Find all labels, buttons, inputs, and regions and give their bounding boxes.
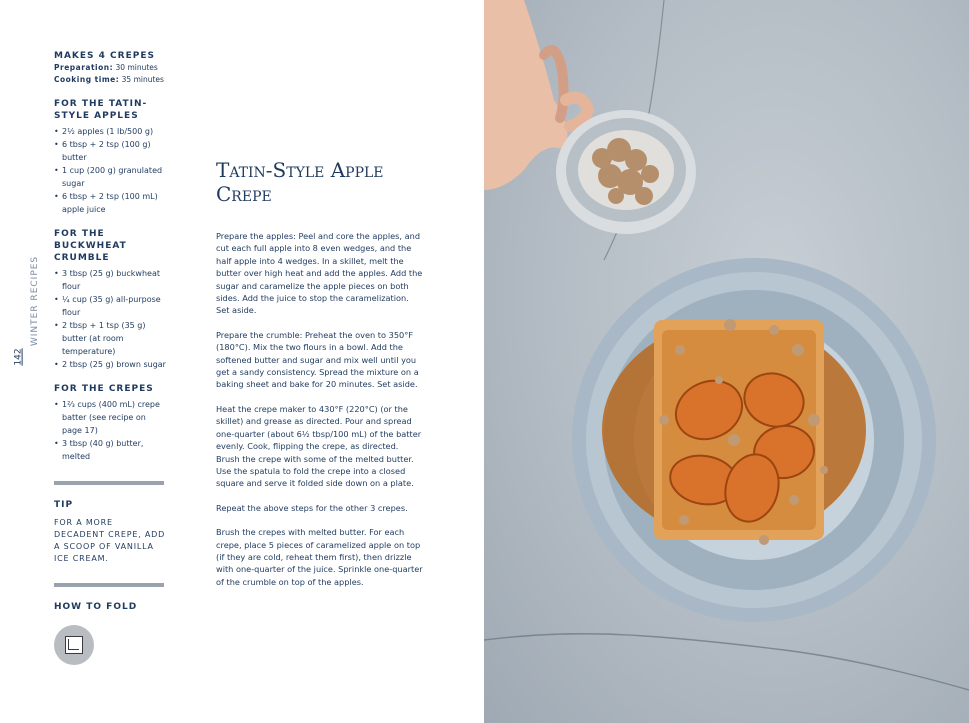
recipe-title: Tatin-Style Apple Crepe <box>216 158 384 206</box>
ingredient-group-heading: FOR THE BUCKWHEAT CRUMBLE <box>54 229 127 263</box>
page-margin <box>13 255 41 372</box>
section-divider <box>54 481 164 485</box>
method-step: Prepare the apples: Peel and core the apples, and cut each full apple into 8 even wedges, and the half apple into 4 wedges. In a skillet, melt the butter over high heat and add the apples. Add the sugar and caramelize the apple pieces on both sides. Add the juice to stop the caramelization. Set aside. <box>216 231 423 316</box>
section-divider <box>54 583 164 587</box>
method-step: Heat the crepe maker to 430°F (220°C) (or the skillet) and grease as directed. Pour and spread one-quarter (about 6½ tbsp/100 mL) of the batter evenly. Cook, flipping the crepe, as directed. Brush the crepe with some of the melted butter. Use the spatula to fold the crepe into a closed square and serve it folded side down on a plate. <box>216 403 422 489</box>
yield-heading: MAKES 4 CREPES <box>54 51 155 61</box>
preparation-time <box>54 62 166 74</box>
tip-box <box>54 499 166 565</box>
section-label: WINTER RECIPES <box>30 255 41 347</box>
ingredient-group-heading: FOR THE TATIN-STYLE APPLES <box>54 99 148 121</box>
ingredient-item: • ¼ cup (35 g) all-purpose flour <box>54 293 166 319</box>
ingredient-group <box>54 383 166 463</box>
ingredient-group-heading: FOR THE CREPES <box>54 384 154 394</box>
method-step: Brush the crepes with melted butter. For each crepe, place 5 pieces of caramelized apple on top (if they are cold, reheat them first), then drizzle with one-quarter of the juice. Sprinkle one-quarter of the crumble on top of the apples. <box>216 527 423 587</box>
cook-value: 35 minutes <box>121 75 164 84</box>
ingredient-item: • 2 tbsp (25 g) brown sugar <box>54 358 166 371</box>
sidebar-column <box>54 50 166 665</box>
tip-heading: TIP <box>54 500 74 510</box>
how-to-fold <box>54 601 166 665</box>
ingredient-list <box>54 267 166 371</box>
how-to-fold-heading: HOW TO FOLD <box>54 602 138 612</box>
tip-text: FOR A MORE DECADENT CREPE, ADD A SCOOP OF VANILLA ICE CREAM. <box>54 518 166 563</box>
ingredient-item: • 3 tbsp (40 g) butter, melted <box>54 437 166 463</box>
recipe-photo <box>484 0 969 723</box>
method-step: Prepare the crumble: Preheat the oven to 350°F (180°C). Mix the two flours in a bowl. Add the softened butter and sugar and mix well until you get a sandy consistency. Spread the mixture on a baking sheet and bake for 20 minutes. Set aside. <box>216 329 419 390</box>
ingredient-list <box>54 398 166 463</box>
ingredient-item: • 2½ apples (1 lb/500 g) <box>54 125 166 138</box>
ingredient-item: • 6 tbsp + 2 tsp (100 g) butter <box>54 138 166 164</box>
fold-diagram-icon[interactable] <box>54 625 94 665</box>
photo-page <box>484 0 969 723</box>
page-number: 142 <box>13 348 24 366</box>
method-column <box>216 158 424 600</box>
cook-label: Cooking time: <box>54 75 120 84</box>
prep-value: 30 minutes <box>115 63 158 72</box>
cooking-time <box>54 74 166 86</box>
method-step: Repeat the above steps for the other 3 crepes. <box>216 502 408 513</box>
ingredient-item: • 1⅔ cups (400 mL) crepe batter (see recipe on page 17) <box>54 398 166 437</box>
ingredient-item: • 3 tbsp (25 g) buckwheat flour <box>54 267 166 293</box>
ingredient-group <box>54 98 166 216</box>
ingredient-item: • 6 tbsp + 2 tsp (100 mL) apple juice <box>54 190 166 216</box>
prep-label: Preparation: <box>54 63 114 72</box>
left-page <box>0 0 484 723</box>
ingredient-item: • 1 cup (200 g) granulated sugar <box>54 164 166 190</box>
ingredient-item: • 2 tbsp + 1 tsp (35 g) butter (at room temperature) <box>54 319 166 358</box>
ingredient-group <box>54 228 166 371</box>
ingredient-list <box>54 125 166 216</box>
